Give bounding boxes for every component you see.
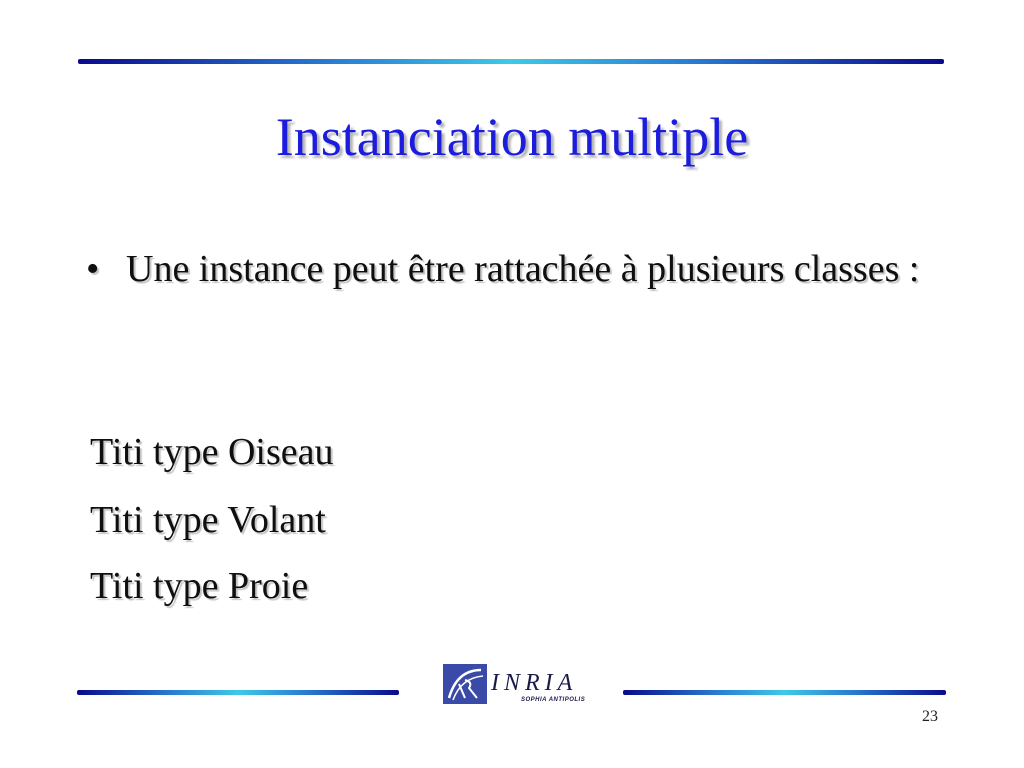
bullet-text: Une instance peut être rattachée à plusieurs classes :	[126, 248, 920, 290]
inria-logo-subtitle: SOPHIA ANTIPOLIS	[521, 697, 586, 703]
bullet-marker: •	[86, 248, 100, 290]
bullet-item	[86, 242, 946, 296]
top-divider	[78, 59, 944, 64]
bottom-divider-left	[77, 690, 399, 695]
text-line-oiseau: Titi type Oiseau	[90, 431, 334, 473]
inria-logo-name: INRIA	[491, 670, 578, 696]
inria-logo	[443, 664, 603, 710]
inria-logo-icon	[443, 664, 487, 704]
bottom-divider-right	[623, 690, 946, 695]
slide-title: Instanciation multiple	[275, 107, 749, 167]
page-number: 23	[922, 708, 938, 725]
text-line-volant: Titi type Volant	[90, 499, 326, 541]
text-line-proie: Titi type Proie	[90, 565, 309, 607]
